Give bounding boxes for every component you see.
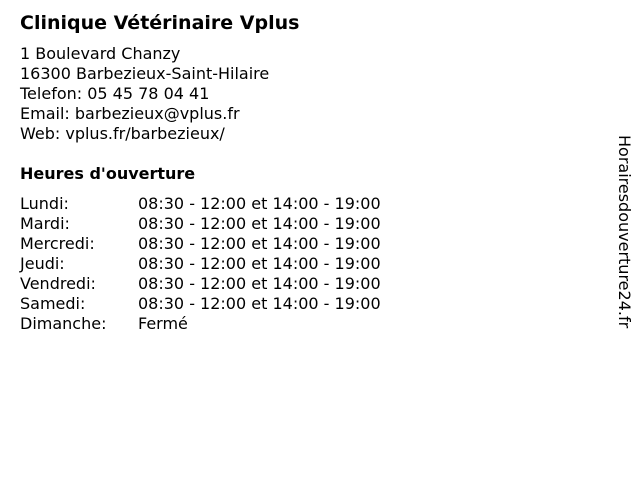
clinic-info-card <box>20 10 600 334</box>
hours-row-thursday <box>20 254 600 274</box>
hours-row-sunday <box>20 314 600 334</box>
time-value: 08:30 - 12:00 et 14:00 - 19:00 <box>138 194 381 213</box>
day-label: Mercredi: <box>20 234 95 253</box>
time-value: 08:30 - 12:00 et 14:00 - 19:00 <box>138 254 381 273</box>
time-value: 08:30 - 12:00 et 14:00 - 19:00 <box>138 234 381 253</box>
hours-row-tuesday <box>20 214 600 234</box>
web-text: Web: vplus.fr/barbezieux/ <box>20 124 225 143</box>
clinic-name: Clinique Vétérinaire Vplus <box>20 12 300 34</box>
time-value: 08:30 - 12:00 et 14:00 - 19:00 <box>138 214 381 233</box>
email-text: Email: barbezieux@vplus.fr <box>20 104 240 123</box>
side-brand-text: Horairesdouverture24.fr <box>615 135 634 329</box>
opening-hours-list <box>20 194 600 334</box>
hours-row-friday <box>20 274 600 294</box>
address-line-1: 1 Boulevard Chanzy <box>20 44 181 63</box>
address-line-2: 16300 Barbezieux-Saint-Hilaire <box>20 64 270 83</box>
time-value: 08:30 - 12:00 et 14:00 - 19:00 <box>138 274 381 293</box>
time-value: Fermé <box>138 314 188 333</box>
phone-text: Telefon: 05 45 78 04 41 <box>20 84 210 103</box>
hours-row-wednesday <box>20 234 600 254</box>
day-label: Dimanche: <box>20 314 107 333</box>
hours-row-monday <box>20 194 600 214</box>
day-label: Samedi: <box>20 294 86 313</box>
day-label: Lundi: <box>20 194 69 213</box>
day-label: Jeudi: <box>20 254 65 273</box>
time-value: 08:30 - 12:00 et 14:00 - 19:00 <box>138 294 381 313</box>
day-label: Mardi: <box>20 214 70 233</box>
opening-hours-heading: Heures d'ouverture <box>20 164 196 183</box>
hours-row-saturday <box>20 294 600 314</box>
day-label: Vendredi: <box>20 274 96 293</box>
